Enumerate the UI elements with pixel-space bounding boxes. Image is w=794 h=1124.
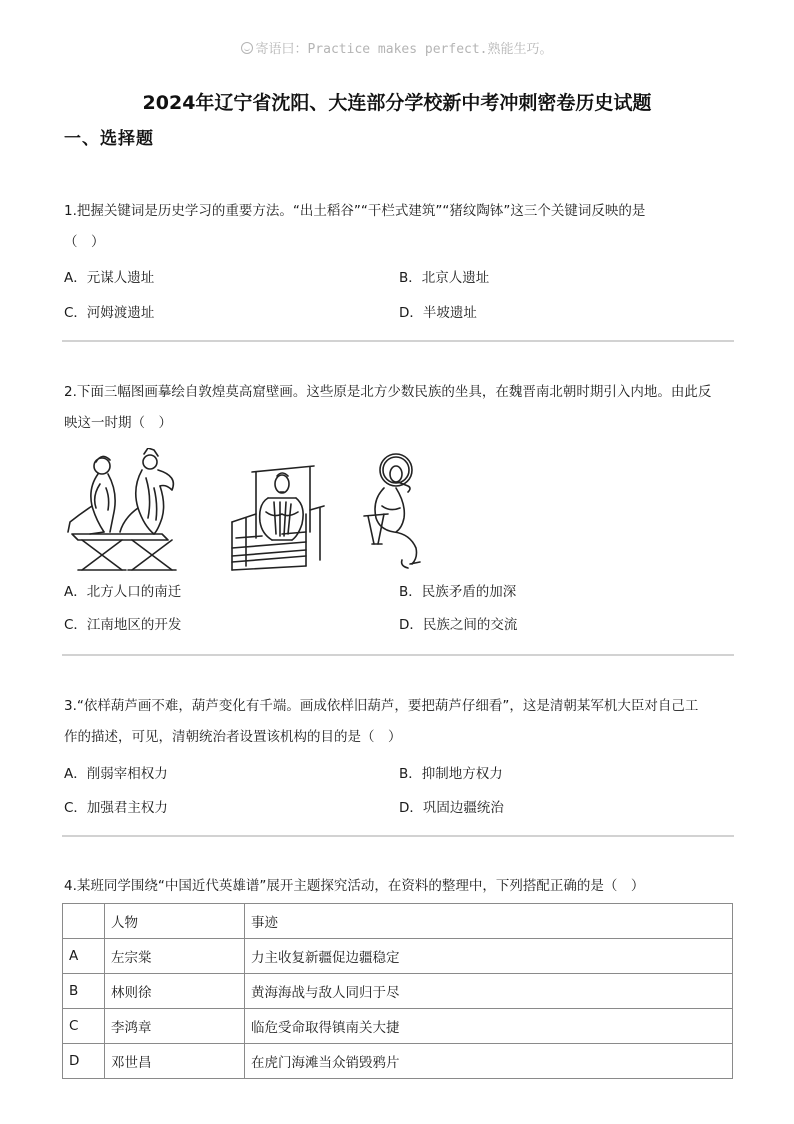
haloed-figure-stool-image [354,448,434,574]
question-1-stem [64,196,734,258]
table-header-cell [63,904,105,939]
question-3-stem [64,691,734,753]
question-1-option-d[interactable]: D．半坡遗址 [399,305,477,321]
motto-text: 寄语曰：Practice makes perfect.熟能生巧。 [255,42,553,57]
table-row[interactable] [63,939,733,974]
question-2-option-a[interactable]: A．北方人口的南迁 [64,584,182,600]
table-header-row [63,904,733,939]
question-1-line-2: （ ） [64,234,105,250]
table-row[interactable] [63,974,733,1009]
question-3-option-a[interactable]: A．削弱宰相权力 [64,766,168,782]
motto-watermark [0,38,794,57]
divider [62,340,734,342]
question-3-line-1: 3.“依样葫芦画不难，葫芦变化有千端。画成依样旧葫芦，要把葫芦仔细看”，这是清朝某军机大臣对自己工 [64,698,699,714]
table-cell-deed: 黄海海战与敌人同归于尽 [245,974,733,1009]
table-row[interactable] [63,1044,733,1079]
question-2-option-b[interactable]: B．民族矛盾的加深 [399,584,517,600]
question-1-option-b[interactable]: B．北京人遗址 [399,270,490,286]
table-cell-option: A [63,939,105,974]
question-3-line-2: 作的描述，可见，清朝统治者设置该机构的目的是（ ） [64,729,402,745]
question-3-option-c[interactable]: C．加强君主权力 [64,800,168,816]
table-cell-person: 林则徐 [105,974,245,1009]
table-cell-option: C [63,1009,105,1044]
question-3-option-b[interactable]: B．抑制地方权力 [399,766,503,782]
table-header-cell: 事迹 [245,904,733,939]
question-4-stem [64,871,734,902]
table-cell-deed: 力主收复新疆促边疆稳定 [245,939,733,974]
question-4-table [62,903,733,1079]
divider [62,835,734,837]
question-2-stem [64,377,734,439]
table-cell-person: 左宗棠 [105,939,245,974]
question-1-option-a[interactable]: A．元谋人遗址 [64,270,155,286]
section-title: 一、选择题 [64,129,154,149]
question-1-line-1: 1.把握关键词是历史学习的重要方法。“出土稻谷”“干栏式建筑”“猪纹陶钵”这三个关键词反映的是 [64,203,646,219]
question-1-option-c[interactable]: C．河姆渡遗址 [64,305,155,321]
folding-stool-figures-image [62,448,187,574]
divider [62,654,734,656]
question-2-line-1: 2.下面三幅图画摹绘自敦煌莫高窟壁画。这些原是北方少数民族的坐具，在魏晋南北朝时期引入内地。由此反 [64,384,712,400]
table-cell-person: 邓世昌 [105,1044,245,1079]
table-header-cell: 人物 [105,904,245,939]
table-cell-deed: 临危受命取得镇南关大捷 [245,1009,733,1044]
smile-icon [241,42,253,54]
table-row[interactable] [63,1009,733,1044]
table-cell-person: 李鸿章 [105,1009,245,1044]
table-cell-option: B [63,974,105,1009]
question-2-line-2: 映这一时期（ ） [64,415,172,431]
high-back-chair-figure-image [222,448,332,574]
question-2-option-c[interactable]: C．江南地区的开发 [64,617,182,633]
question-2-option-d[interactable]: D．民族之间的交流 [399,617,518,633]
mural-illustrations [62,448,432,574]
question-3-option-d[interactable]: D．巩固边疆统治 [399,800,504,816]
table-cell-option: D [63,1044,105,1079]
table-cell-deed: 在虎门海滩当众销毁鸦片 [245,1044,733,1079]
page-title: 2024年辽宁省沈阳、大连部分学校新中考冲刺密卷历史试题 [142,92,652,114]
question-4-line-1: 4.某班同学围绕“中国近代英雄谱”展开主题探究活动，在资料的整理中，下列搭配正确的是（ ） [64,878,645,894]
